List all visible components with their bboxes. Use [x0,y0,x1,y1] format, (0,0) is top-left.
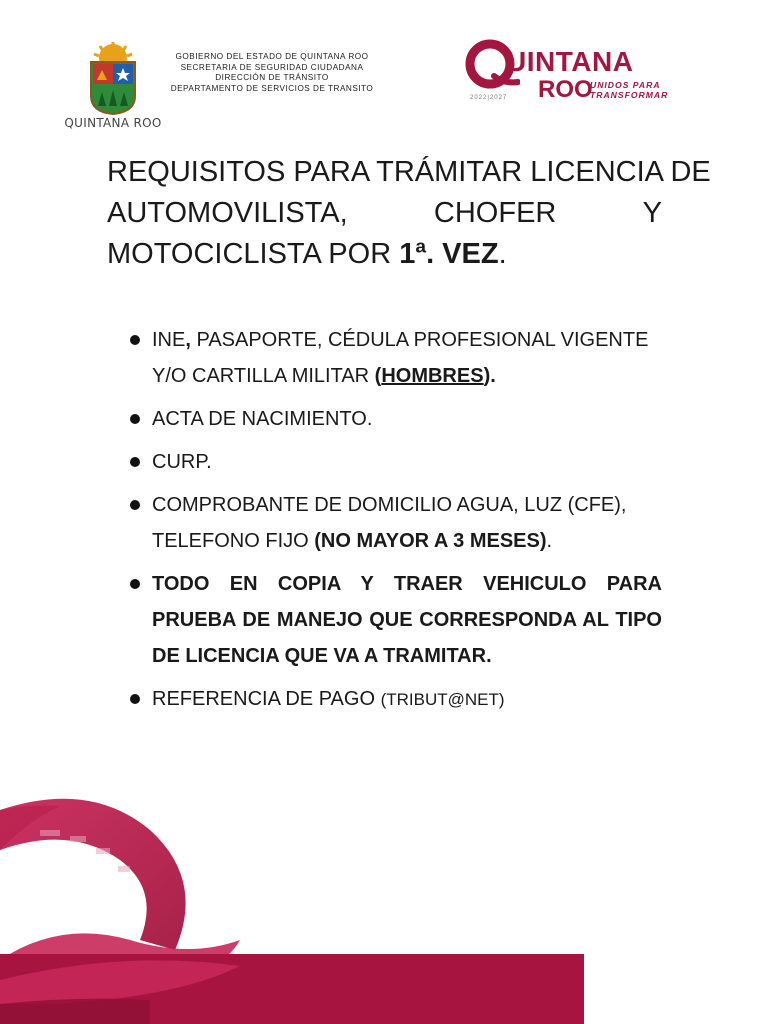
bullet-icon [130,414,140,424]
list-item [128,444,662,480]
title-line-3-prefix: MOTOCICLISTA POR [107,238,400,270]
req-comprobante-after: . [546,530,553,552]
req-todo-en-copia: TODO EN COPIA Y TRAER VEHICULO PARA PRUEBA DE MANEJO QUE CORRESPONDA AL TIPO DE LICENCIA QUE VA A TRAMITAR. [152,573,662,667]
title-first-time: 1ª. VEZ [399,238,499,270]
title-word-chofer: CHOFER [433,197,557,229]
bullet-icon [130,457,140,467]
req-comprobante: COMPROBANTE DE DOMICILIO AGUA, LUZ (CFE), TELEFONO FIJO [152,494,627,552]
req-acta: ACTA DE NACIMIENTO. [152,408,373,430]
list-item [128,487,662,559]
left-logo-caption: QUINTANA ROO [64,116,162,130]
list-item [128,681,662,718]
list-item [128,401,662,437]
req-hombres-close: ). [483,365,496,387]
brand-tagline-line1: UNIDOS PARA [590,80,661,90]
brand-tagline-line2: TRANSFORMAR [590,89,669,100]
brand-tagline [590,81,668,100]
req-curp: CURP. [152,451,212,473]
req-ine-rest: PASAPORTE, CÉDULA PROFESIONAL VIGENTE Y/O CARTILLA MILITAR [152,329,649,387]
title-word-y: Y [642,197,662,229]
decorative-q-graphic [0,790,768,1024]
header-line-departamento: DEPARTAMENTO DE SERVICIOS DE TRANSITO [170,83,374,93]
bottom-bar-shadow [0,999,150,1024]
bullet-icon [130,500,140,510]
quintana-roo-brand-logo [462,36,669,110]
req-hombres-open: ( [374,365,382,387]
list-item [128,566,662,674]
bullet-icon [130,694,140,704]
title-line-1: REQUISITOS PARA TRÁMITAR LICENCIA DE [107,156,711,188]
req-tributnet: (TRIBUT@NET) [380,690,505,709]
title-line-3-suffix: . [498,238,507,270]
title-line-3 [107,234,662,275]
header-line-direccion: DIRECCIÓN DE TRÁNSITO [215,73,329,82]
req-comprobante-bold: (NO MAYOR A 3 MESES) [314,530,547,552]
req-hombres-underlined: HOMBRES [381,365,484,387]
brand-word-roo: ROO [538,76,593,103]
title-line-2 [107,193,662,234]
header-line-government: GOBIERNO DEL ESTADO DE QUINTANA ROO [175,52,369,61]
requirements-list [128,322,662,725]
req-hombres [375,365,496,387]
bullet-icon [130,335,140,345]
brand-years: 2022|2027 [470,95,508,101]
brand-word-quintana: UINTANA [506,46,634,77]
req-referencia: REFERENCIA DE PAGO [152,688,381,710]
req-ine-comma: , [185,329,191,351]
state-coat-of-arms-logo [58,40,168,132]
req-ine: INE [152,329,186,351]
government-header [170,52,374,94]
title-word-automovilista: AUTOMOVILISTA, [107,197,348,229]
coat-of-arms-icon [58,40,168,116]
list-item [128,322,662,394]
document-title [107,152,711,275]
bullet-icon [130,579,140,589]
header-line-secretaria: SECRETARIA DE SEGURIDAD CIUDADANA [180,62,364,72]
